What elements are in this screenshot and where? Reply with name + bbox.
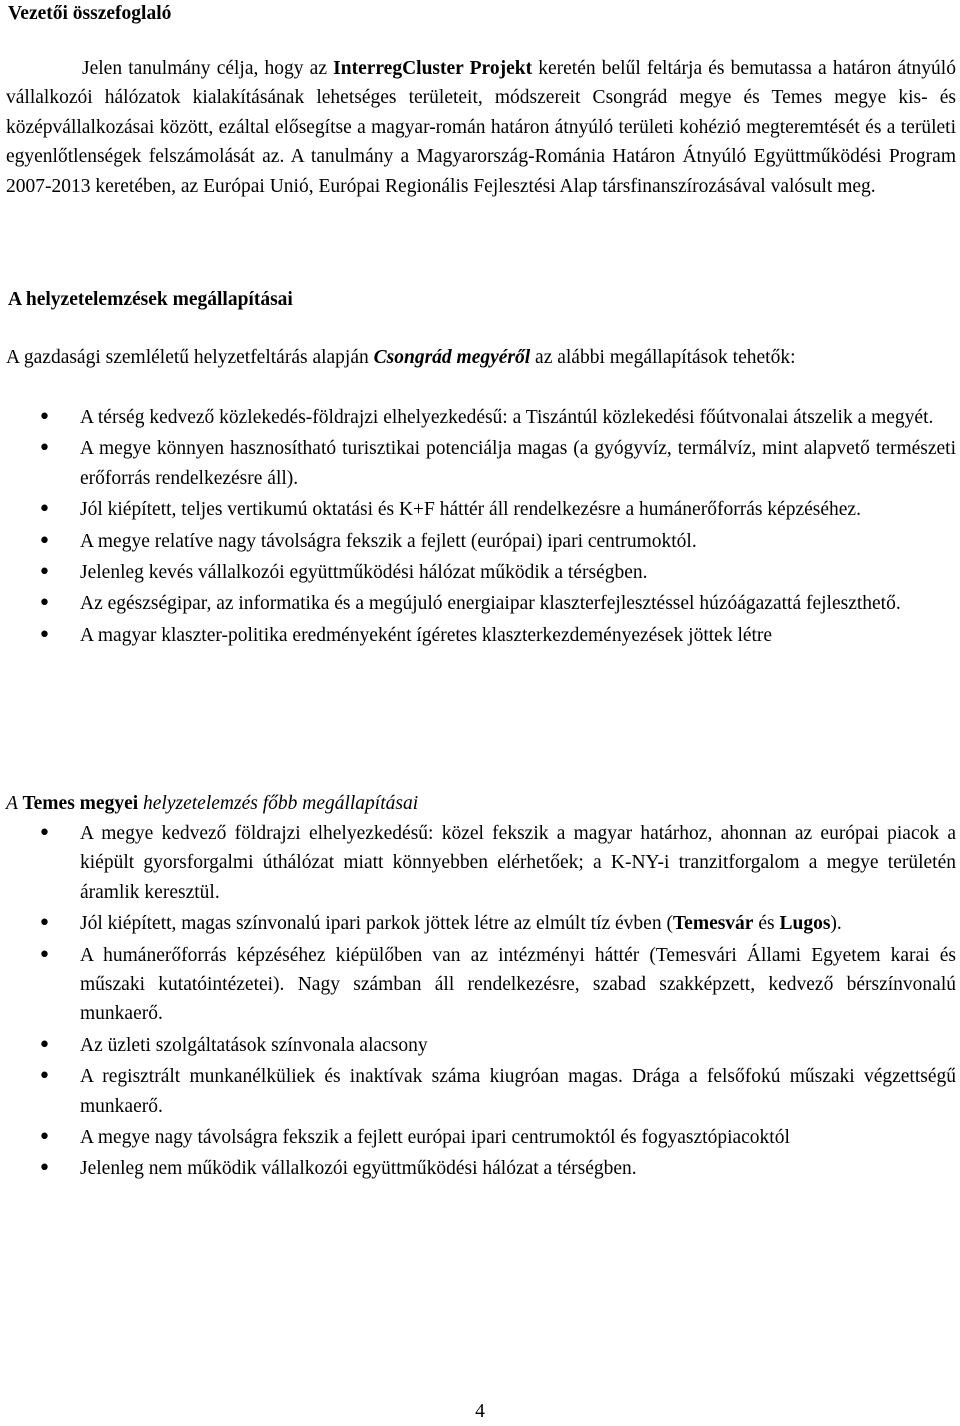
temes-findings-list (0, 819, 956, 1186)
temes-section-title (6, 789, 418, 818)
city-lugos: Lugos (779, 913, 831, 935)
section-title-findings: A helyzetelemzések megállapításai (8, 289, 293, 310)
list-item: • Jelenleg nem működik vállalkozói együttműködési hálózat a térségben. (0, 1154, 956, 1183)
temes-title-text-1: A (6, 793, 23, 814)
list-item: • Jelenleg kevés vállalkozói együttműködési hálózat működik a térségben. (0, 558, 956, 587)
csongrad-emphasis: Csongrád megyéről (373, 347, 531, 368)
list-item: • A humánerőforrás képzéséhez kiépülőben van az intézményi háttér (Temesvári Állami Egyetem karai és műszaki kutatóintézetei). Nagy számban áll rendelkezésre, szabad szakképzett, kedvező bérszínvonalú munkaerő. (0, 941, 956, 1029)
list-item: • Jól kiépített, teljes vertikumú oktatási és K+F háttér áll rendelkezésre a humánerőforrás képzéséhez. (0, 495, 956, 524)
list-item-text: és (753, 913, 780, 935)
list-item: • A megye nagy távolságra fekszik a fejlett európai ipari centrumoktól és fogyasztópiacoktól (0, 1123, 956, 1152)
list-item: • A térség kedvező közlekedés-földrajzi elhelyezkedésű: a Tiszántúl közlekedési főútvonalai átszelik a megyét. (0, 403, 956, 432)
project-name: InterregCluster Projekt (333, 58, 533, 79)
page-number: 4 (475, 1401, 485, 1422)
temes-title-bold: Temes megyei (22, 793, 139, 814)
csongrad-lead-paragraph (6, 343, 956, 372)
list-item: • Az egészségipar, az informatika és a megújuló energiaipar klaszterfejlesztéssel húzóágazattá fejleszthető. (0, 589, 956, 618)
city-temesvar: Temesvár (672, 913, 754, 935)
intro-text-2: keretén belűl feltárja és bemutassa a határon átnyúló vállalkozói hálózatok kialakításának lehetséges területeit, módszereit Csongrád megye és Temes megye kis- és középvállalkozásai között, ezáltal elősegítse a magyar-román határon átnyúló területi kohézió megteremtését és a területi egyenlőtlenségek felszámolását az. A tanulmány a Magyarország-Románia Határon Átnyúló Együttműködési Program 2007-2013 keretében, az Európai Unió, Európai Regionális Fejlesztési Alap társfinanszírozásával valósult meg. (6, 58, 956, 197)
list-item: • Az üzleti szolgáltatások színvonala alacsony (0, 1031, 956, 1060)
intro-text-1: Jelen tanulmány célja, hogy az (82, 58, 334, 79)
list-item: • A magyar klaszter-politika eredményeként ígéretes klaszterkezdeményezések jöttek létre (0, 621, 956, 650)
list-item: • A megye könnyen hasznosítható turisztikai potenciálja magas (a gyógyvíz, termálvíz, mint alapvető természeti erőforrás rendelkezésre áll). (0, 434, 956, 493)
list-item-text: Jól kiépített, magas színvonalú ipari parkok jöttek létre az elmúlt tíz évben ( (80, 913, 673, 935)
lead-text-1: A gazdasági szemléletű helyzetfeltárás alapján (6, 347, 374, 368)
temes-title-text-2: helyzetelemzés főbb megállapításai (138, 793, 419, 814)
list-item: • A megye kedvező földrajzi elhelyezkedésű: közel fekszik a magyar határhoz, ahonnan az európai piacok a kiépült gyorsforgalmi úthálózat miatt könnyebben elérhetőek; a K-NY-i tranzitforgalom a megye területén áramlik keresztül. (0, 819, 956, 907)
list-item: • A megye relatíve nagy távolságra fekszik a fejlett (európai) ipari centrumoktól. (0, 527, 956, 556)
list-item-text: ). (830, 913, 842, 935)
lead-text-2: az alábbi megállapítások tehetők: (530, 347, 796, 368)
list-item (0, 909, 956, 938)
page-title: Vezetői összefoglaló (8, 3, 172, 24)
list-item: • A regisztrált munkanélküliek és inaktívak száma kiugróan magas. Drága a felsőfokú műszaki végzettségű munkaerő. (0, 1062, 956, 1121)
intro-paragraph (6, 54, 956, 201)
csongrad-findings-list (0, 403, 956, 652)
